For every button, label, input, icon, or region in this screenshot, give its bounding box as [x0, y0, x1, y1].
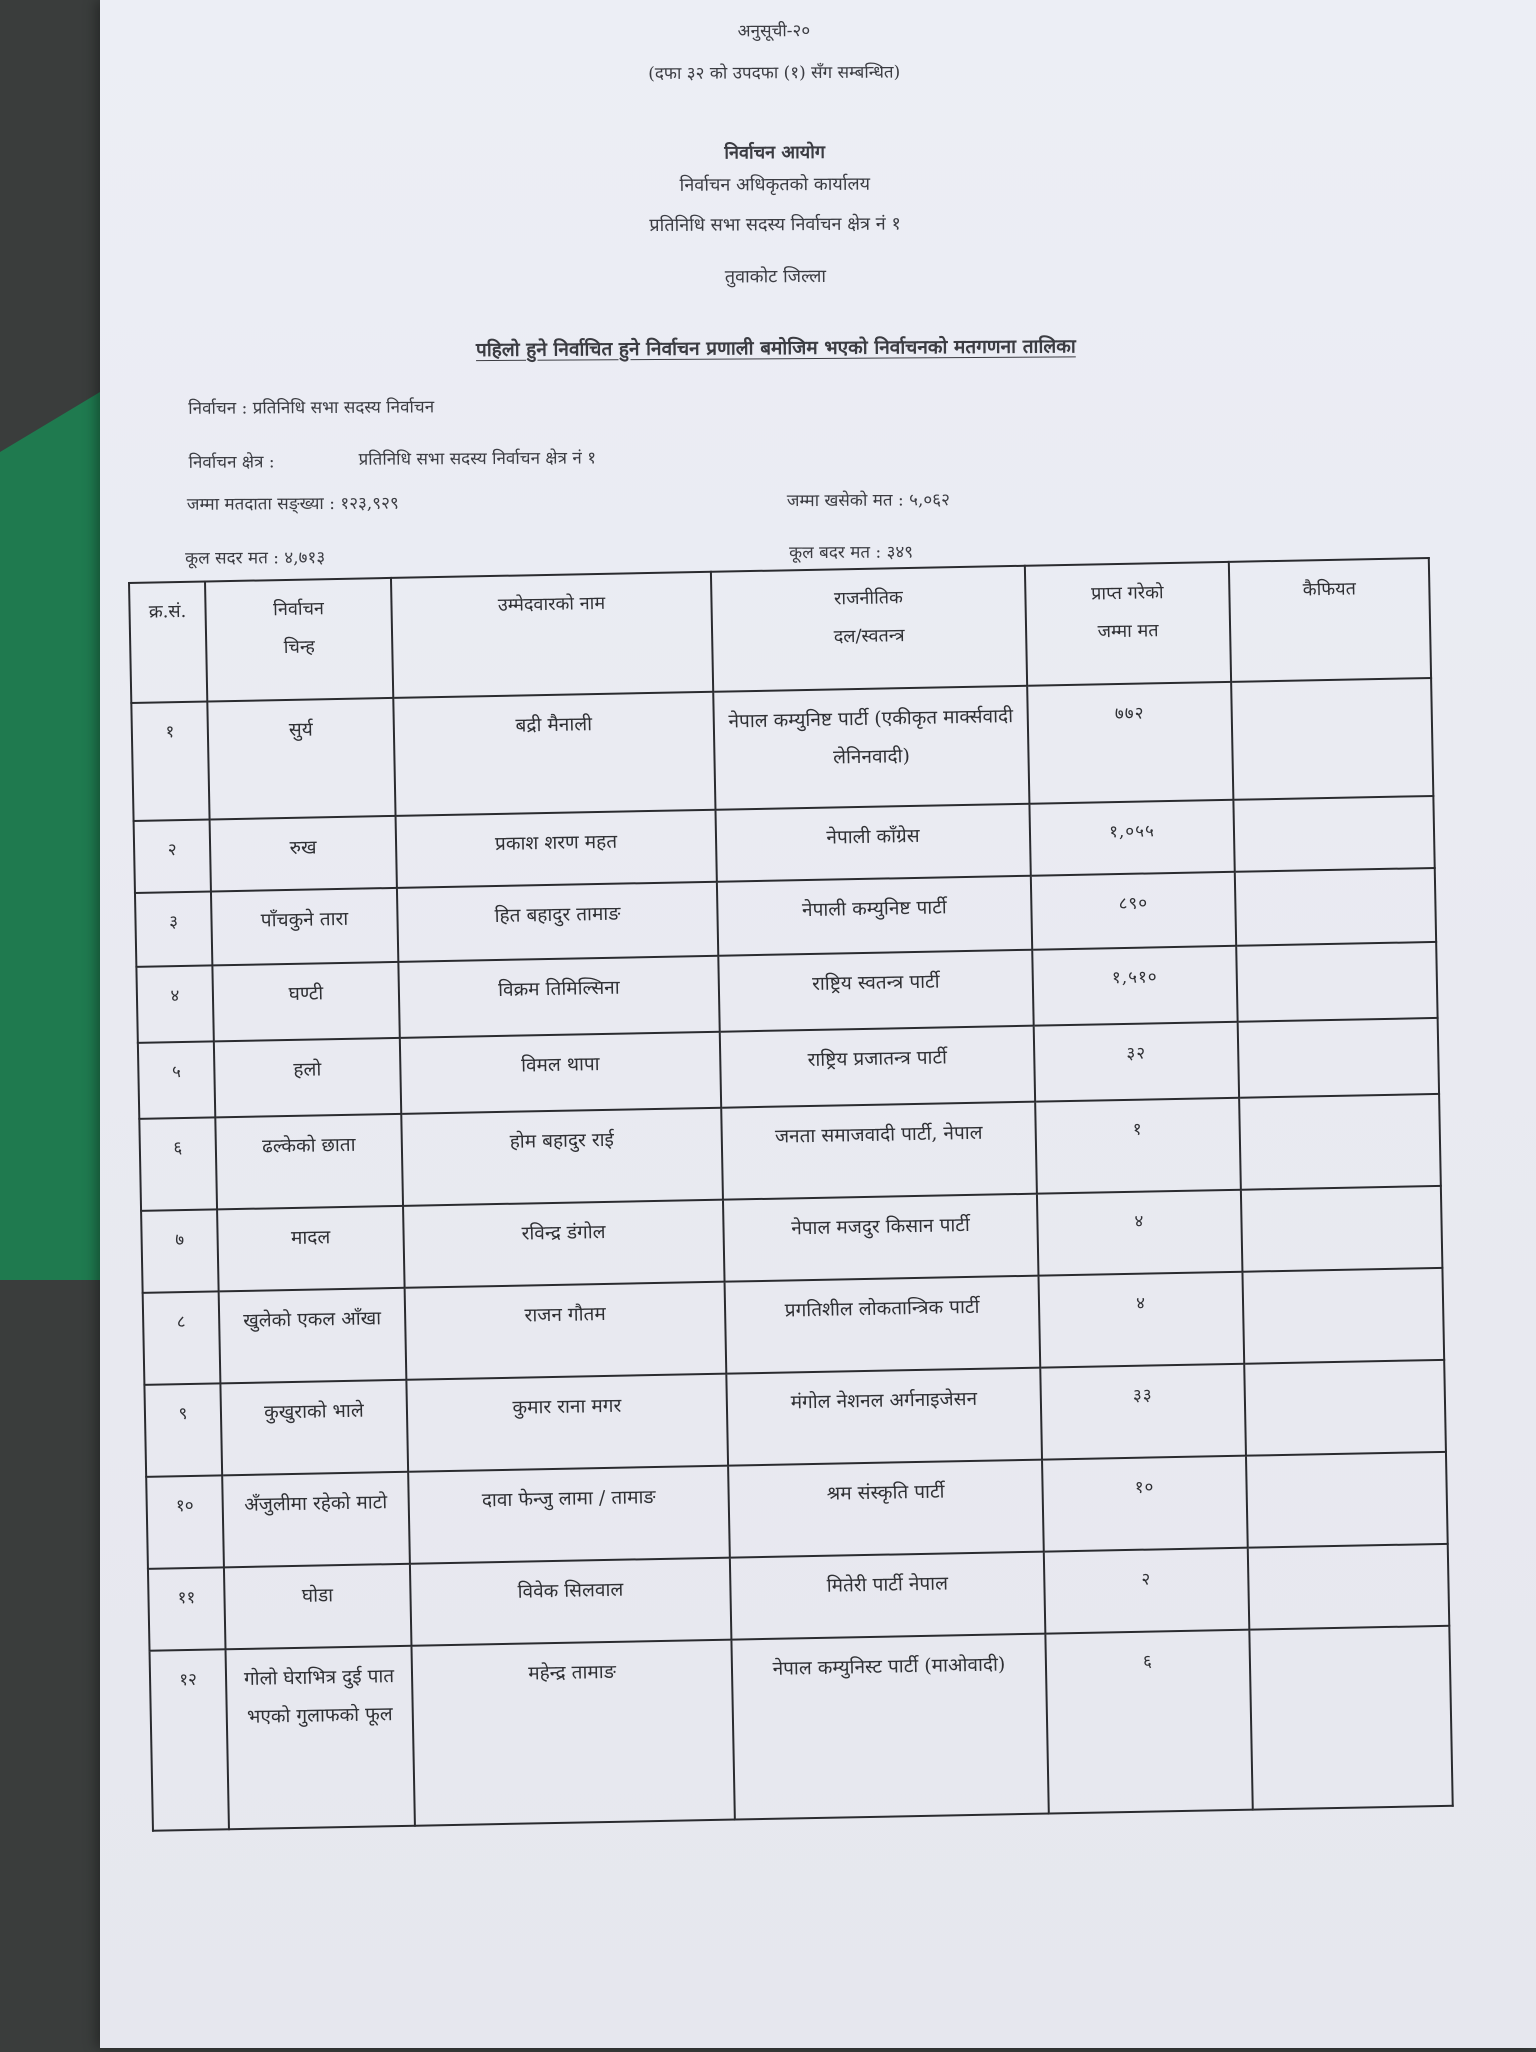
clause-reference: (दफा ३२ को उपदफा (१) सँग सम्बन्धित) — [648, 62, 901, 85]
cell-remarks — [1239, 1094, 1441, 1190]
cell-candidate-name: विमल थापा — [400, 1032, 721, 1114]
cell-sn: ८ — [143, 1291, 221, 1384]
cell-symbol: घोडा — [224, 1564, 412, 1650]
cell-sn: ५ — [138, 1041, 215, 1118]
cell-remarks — [1249, 1626, 1452, 1810]
constituency-value: प्रतिनिधि सभा सदस्य निर्वाचन क्षेत्र नं १ — [358, 448, 597, 470]
cell-party: नेपाल कम्युनिष्ट पार्टी (एकीकृत मार्क्सवादी लेनिनवादी) — [713, 686, 1029, 810]
document-page — [100, 0, 1536, 2048]
cell-remarks — [1238, 1018, 1439, 1098]
cell-party: राष्ट्रिय स्वतन्त्र पार्टी — [718, 950, 1033, 1032]
cell-votes: १० — [1042, 1456, 1248, 1552]
cell-symbol: ढल्केको छाता — [215, 1114, 403, 1210]
header-votes: प्राप्त गरेको जम्मा मत — [1025, 562, 1231, 686]
schedule-label: अनुसूची-२० — [737, 21, 811, 42]
election-type: निर्वाचन : प्रतिनिधि सभा सदस्य निर्वाचन — [188, 397, 435, 419]
cell-remarks — [1236, 942, 1437, 1022]
cell-party: श्रम संस्कृति पार्टी — [728, 1460, 1044, 1558]
cell-votes: ३३ — [1040, 1364, 1246, 1460]
cell-party: नेपाल मजदुर किसान पार्टी — [723, 1194, 1039, 1282]
cell-votes: ७७२ — [1027, 682, 1233, 804]
cell-symbol: घण्टी — [212, 962, 399, 1042]
cell-symbol: गोलो घेराभित्र दुई पात भएको गुलाफको फूल — [226, 1646, 415, 1830]
cell-remarks — [1233, 796, 1434, 872]
cell-symbol: रुख — [210, 816, 397, 892]
results-table — [128, 557, 1454, 1832]
cell-candidate-name: दावा फेन्जु लामा / तामाङ — [408, 1466, 730, 1564]
table-title: पहिलो हुने निर्वाचित हुने निर्वाचन प्रणाली बमोजिम भएको निर्वाचनको मतगणना तालिका — [475, 335, 1076, 362]
commission-name: निर्वाचन आयोग — [724, 141, 826, 164]
cell-symbol: अँजुलीमा रहेको माटो — [222, 1472, 410, 1568]
constituency-label: निर्वाचन क्षेत्र : — [188, 452, 275, 473]
cell-sn: ७ — [141, 1209, 219, 1292]
cell-votes: ३२ — [1034, 1022, 1239, 1102]
cell-votes: २ — [1044, 1548, 1250, 1634]
district-name: तुवाकोट जिल्ला — [724, 265, 827, 288]
cell-party: मंगोल नेशनल अर्गनाइजेसन — [726, 1368, 1042, 1466]
cell-party: मितेरी पार्टी नेपाल — [730, 1552, 1046, 1640]
cell-candidate-name: राजन गौतम — [405, 1282, 727, 1380]
cell-sn: १ — [131, 701, 209, 820]
cell-symbol: पाँचकुने तारा — [211, 888, 398, 966]
cell-candidate-name: होम बहादुर राई — [401, 1108, 723, 1206]
valid-votes: कूल सदर मत : ४,७१३ — [185, 548, 326, 569]
cell-candidate-name: रविन्द्र डंगोल — [403, 1200, 725, 1288]
cell-party: नेपाली काँग्रेस — [715, 804, 1030, 882]
header-candidate-name: उम्मेदवारको नाम — [391, 572, 713, 698]
header-symbol: निर्वाचन चिन्ह — [205, 578, 393, 702]
cell-remarks — [1244, 1360, 1446, 1456]
cell-symbol: खुलेको एकल आँखा — [219, 1288, 407, 1384]
cell-remarks — [1248, 1544, 1450, 1630]
cell-votes: १ — [1035, 1098, 1241, 1194]
table-row — [150, 1626, 1453, 1831]
cell-party: नेपाल कम्युनिस्ट पार्टी (माओवादी) — [731, 1634, 1048, 1820]
constituency-heading: प्रतिनिधि सभा सदस्य निर्वाचन क्षेत्र नं १ — [649, 213, 901, 237]
cell-party: जनता समाजवादी पार्टी, नेपाल — [721, 1102, 1037, 1200]
header-sn: क्र.सं. — [129, 582, 207, 703]
cell-sn: ११ — [148, 1567, 226, 1650]
header-party: राजनीतिक दल/स्वतन्त्र — [711, 566, 1027, 692]
cell-votes: ४ — [1037, 1190, 1243, 1276]
cell-candidate-name: विवेक सिलवाल — [410, 1558, 732, 1646]
cell-sn: २ — [134, 819, 211, 892]
cell-remarks — [1241, 1186, 1443, 1272]
cell-symbol: सुर्य — [207, 698, 395, 820]
cell-symbol: हलो — [214, 1038, 401, 1118]
cell-symbol: कुखुराको भाले — [220, 1380, 408, 1476]
cell-votes: १,०५५ — [1029, 800, 1234, 876]
cell-remarks — [1231, 678, 1433, 800]
cell-symbol: मादल — [217, 1206, 405, 1292]
cell-candidate-name: प्रकाश शरण महत — [396, 810, 717, 888]
cell-candidate-name: हित बहादुर तामाङ — [397, 882, 718, 962]
header-remarks: कैफियत — [1229, 558, 1431, 682]
cell-candidate-name: बद्री मैनाली — [393, 692, 715, 816]
cell-party: राष्ट्रिय प्रजातन्त्र पार्टी — [720, 1026, 1035, 1108]
cell-party: नेपाली कम्युनिष्ट पार्टी — [717, 876, 1032, 956]
cell-candidate-name: कुमार राना मगर — [406, 1374, 728, 1472]
cell-sn: ६ — [139, 1117, 217, 1210]
votes-cast: जम्मा खसेको मत : ५,०६२ — [786, 490, 950, 512]
cell-remarks — [1242, 1268, 1444, 1364]
cell-party: प्रगतिशील लोकतान्त्रिक पार्टी — [725, 1276, 1041, 1374]
cell-candidate-name: विक्रम तिमिल्सिना — [398, 956, 719, 1038]
total-voters: जम्मा मतदाता सङ्ख्या : १२३,९२९ — [186, 493, 399, 515]
cell-remarks — [1235, 868, 1436, 946]
cell-sn: १० — [146, 1475, 224, 1568]
cell-votes: ४ — [1038, 1272, 1244, 1368]
invalid-votes: कूल बदर मत : ३४९ — [789, 542, 914, 564]
cell-remarks — [1246, 1452, 1448, 1548]
cell-candidate-name: महेन्द्र तामाङ — [411, 1640, 734, 1826]
cell-sn: १२ — [150, 1649, 229, 1830]
cell-sn: ४ — [136, 965, 213, 1042]
cell-votes: ६ — [1045, 1630, 1252, 1814]
cell-votes: १,५१० — [1032, 946, 1237, 1026]
cell-sn: ९ — [144, 1383, 222, 1476]
office-name: निर्वाचन अधिकृतको कार्यालय — [679, 173, 871, 196]
cell-sn: ३ — [135, 891, 212, 966]
cell-votes: ८९० — [1031, 872, 1236, 950]
